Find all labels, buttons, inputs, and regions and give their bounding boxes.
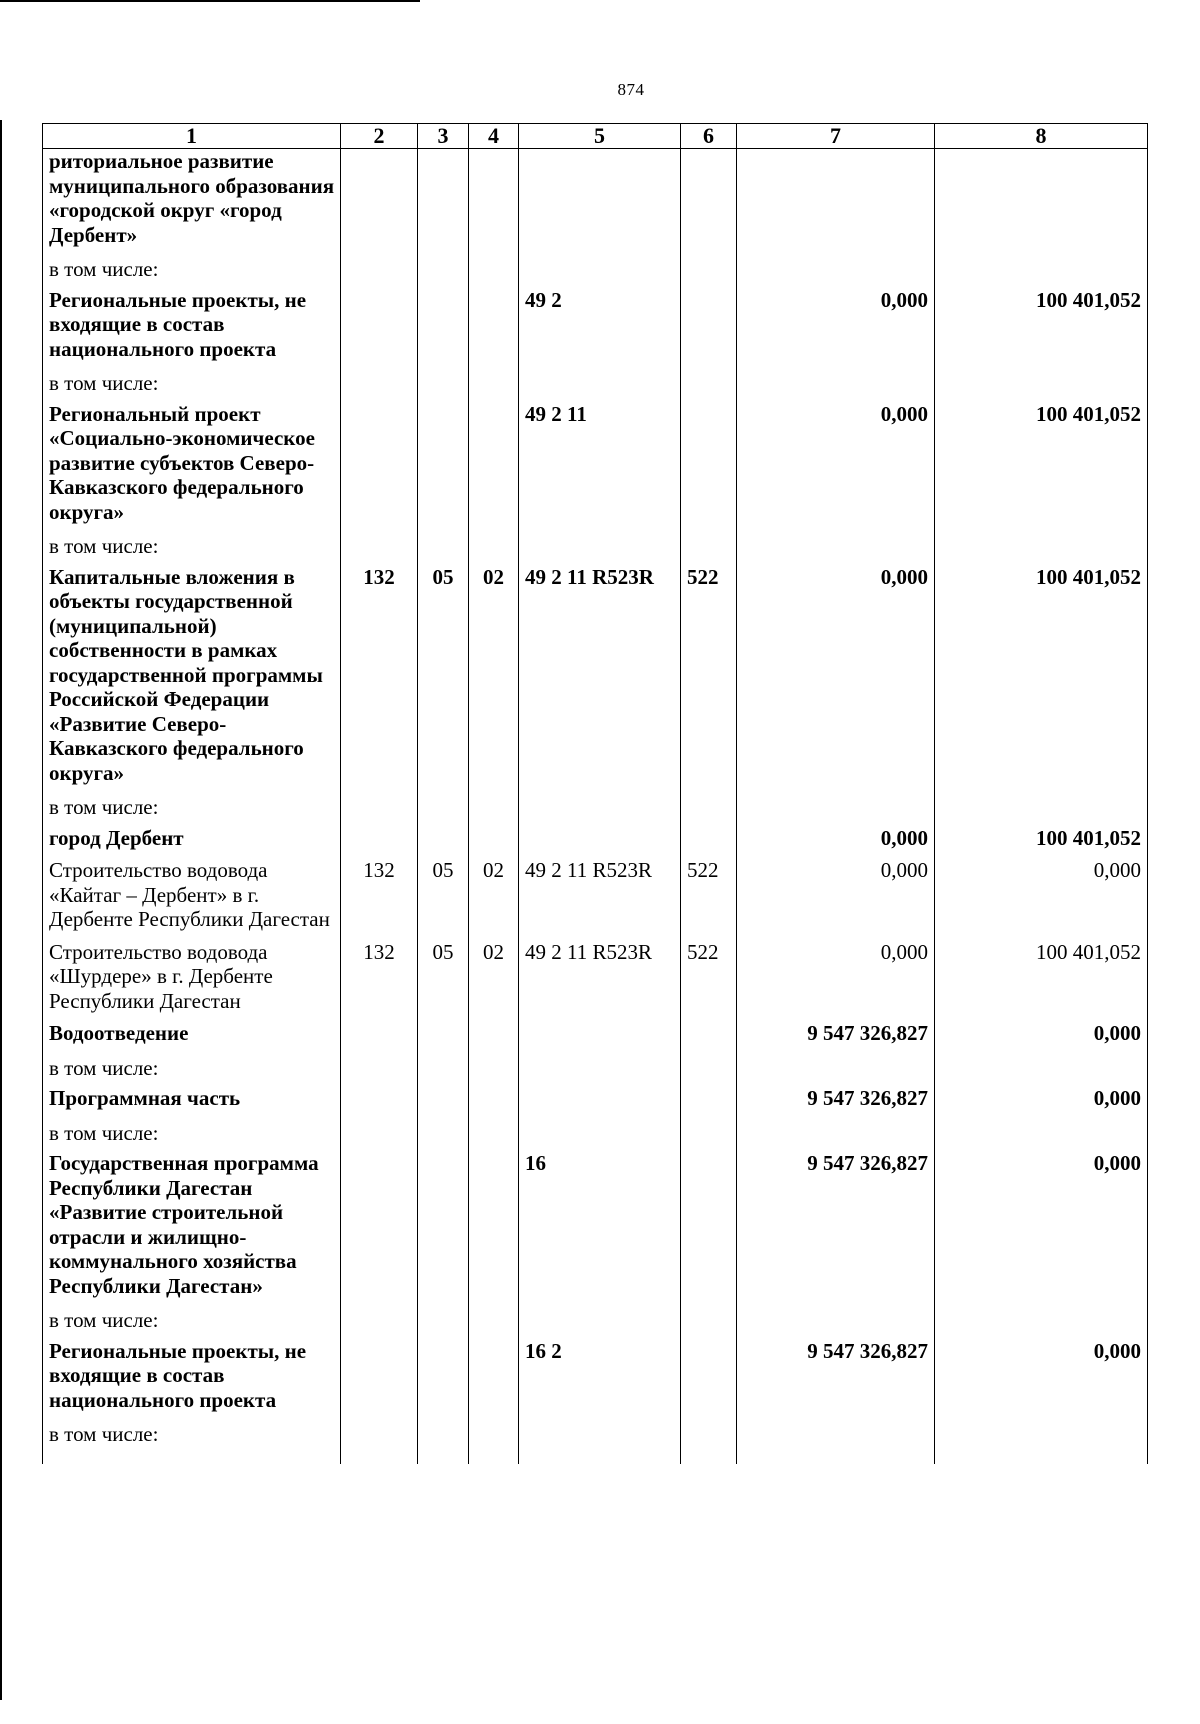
cell-col-3 (418, 1086, 469, 1119)
table-row (43, 369, 1148, 402)
row-name: Капитальные вложения в объекты государственной (муниципальной) собственности в рамках государственной программы Российской Федерации «Развитие Северо-Кавказского федерального округа» (43, 565, 341, 794)
cell-col-3 (418, 149, 469, 256)
cell-col-6 (681, 402, 737, 533)
table-row (43, 565, 1148, 794)
page-left-edge (0, 120, 2, 1700)
header-col-5: 5 (519, 124, 681, 149)
cell-col-4 (469, 826, 519, 859)
cell-col-2 (341, 1086, 418, 1119)
header-row (43, 124, 1148, 149)
cell-col-2: 132 (341, 940, 418, 1022)
cell-col-6: 522 (681, 858, 737, 940)
cell-col-8: 100 401,052 (935, 826, 1148, 859)
cell-col-6 (681, 288, 737, 370)
cell-col-5 (519, 149, 681, 256)
cell-col-7: 9 547 326,827 (737, 1086, 935, 1119)
table-row (43, 149, 1148, 256)
table-row (43, 1339, 1148, 1421)
cell-col-2 (341, 402, 418, 533)
cell-col-5: 16 2 (519, 1339, 681, 1421)
cell-col-8: 100 401,052 (935, 940, 1148, 1022)
cell-col-8: 100 401,052 (935, 402, 1148, 533)
header-col-4: 4 (469, 124, 519, 149)
budget-table (42, 123, 1148, 1464)
cell-col-8: 0,000 (935, 1339, 1148, 1421)
cell-col-4 (469, 1151, 519, 1306)
row-name: город Дербент (43, 826, 341, 859)
row-name: Программная часть (43, 1086, 341, 1119)
row-name: в том числе: (43, 532, 341, 565)
cell-col-6 (681, 149, 737, 256)
header-col-1: 1 (43, 124, 341, 149)
row-name: в том числе: (43, 793, 341, 826)
cell-col-4: 02 (469, 565, 519, 794)
table-row (43, 793, 1148, 826)
cell-col-5: 49 2 11 R523R (519, 565, 681, 794)
row-name: в том числе: (43, 369, 341, 402)
cell-col-7: 0,000 (737, 858, 935, 940)
table-row (43, 1054, 1148, 1087)
cell-col-7: 0,000 (737, 940, 935, 1022)
row-name: в том числе: (43, 1306, 341, 1339)
row-name: риториальное развитие муниципального образования «городской округ «город Дербент» (43, 149, 341, 256)
top-rule (0, 0, 420, 2)
row-name: в том числе: (43, 1420, 341, 1464)
row-name: Региональный проект «Социально-экономическое развитие субъектов Северо-Кавказского федерального округа» (43, 402, 341, 533)
row-name: Государственная программа Республики Дагестан «Развитие строительной отрасли и жилищно-коммунального хозяйства Республики Дагестан» (43, 1151, 341, 1306)
cell-col-2 (341, 1339, 418, 1421)
cell-col-4 (469, 1339, 519, 1421)
cell-col-4 (469, 1021, 519, 1054)
table-row (43, 940, 1148, 1022)
table-row (43, 1306, 1148, 1339)
cell-col-8: 0,000 (935, 858, 1148, 940)
cell-col-5: 49 2 11 (519, 402, 681, 533)
cell-col-7 (737, 149, 935, 256)
cell-col-8: 0,000 (935, 1151, 1148, 1306)
cell-col-5: 49 2 11 R523R (519, 940, 681, 1022)
cell-col-7: 0,000 (737, 826, 935, 859)
cell-col-3 (418, 826, 469, 859)
header-col-7: 7 (737, 124, 935, 149)
table-row (43, 1086, 1148, 1119)
cell-col-6 (681, 1151, 737, 1306)
header-col-6: 6 (681, 124, 737, 149)
cell-col-5 (519, 1021, 681, 1054)
cell-col-2 (341, 1151, 418, 1306)
cell-col-3 (418, 1339, 469, 1421)
table-row (43, 1420, 1148, 1464)
table-row (43, 826, 1148, 859)
cell-col-3: 05 (418, 858, 469, 940)
cell-col-6 (681, 1339, 737, 1421)
cell-col-3 (418, 1021, 469, 1054)
page-number: 874 (617, 80, 645, 99)
table-row (43, 402, 1148, 533)
cell-col-4 (469, 288, 519, 370)
cell-col-6: 522 (681, 940, 737, 1022)
row-name: Строительство водовода «Кайтаг – Дербент» в г. Дербенте Республики Дагестан (43, 858, 341, 940)
cell-col-2: 132 (341, 858, 418, 940)
cell-col-8: 0,000 (935, 1086, 1148, 1119)
cell-col-6: 522 (681, 565, 737, 794)
cell-col-7: 9 547 326,827 (737, 1151, 935, 1306)
cell-col-3 (418, 1151, 469, 1306)
cell-col-8: 100 401,052 (935, 565, 1148, 794)
cell-col-8: 100 401,052 (935, 288, 1148, 370)
cell-col-2: 132 (341, 565, 418, 794)
table-row (43, 288, 1148, 370)
cell-col-4 (469, 1086, 519, 1119)
header-col-3: 3 (418, 124, 469, 149)
cell-col-2 (341, 149, 418, 256)
cell-col-3: 05 (418, 565, 469, 794)
cell-col-4: 02 (469, 858, 519, 940)
cell-col-7: 0,000 (737, 288, 935, 370)
table-row (43, 1021, 1148, 1054)
cell-col-6 (681, 826, 737, 859)
cell-col-5: 49 2 11 R523R (519, 858, 681, 940)
table-row (43, 1151, 1148, 1306)
row-name: Региональные проекты, не входящие в состав национального проекта (43, 1339, 341, 1421)
cell-col-4 (469, 149, 519, 256)
table-row (43, 858, 1148, 940)
cell-col-5 (519, 1086, 681, 1119)
row-name: в том числе: (43, 1054, 341, 1087)
cell-col-2 (341, 288, 418, 370)
row-name: в том числе: (43, 1119, 341, 1152)
cell-col-3 (418, 288, 469, 370)
cell-col-3: 05 (418, 940, 469, 1022)
cell-col-5: 16 (519, 1151, 681, 1306)
cell-col-2 (341, 826, 418, 859)
cell-col-6 (681, 1021, 737, 1054)
table-row (43, 1119, 1148, 1152)
table-row (43, 532, 1148, 565)
cell-col-8: 0,000 (935, 1021, 1148, 1054)
cell-col-7: 0,000 (737, 402, 935, 533)
cell-col-5 (519, 826, 681, 859)
cell-col-4: 02 (469, 940, 519, 1022)
row-name: Строительство водовода «Шурдере» в г. Дербенте Республики Дагестан (43, 940, 341, 1022)
header-col-2: 2 (341, 124, 418, 149)
cell-col-6 (681, 1086, 737, 1119)
row-name: в том числе: (43, 255, 341, 288)
row-name: Региональные проекты, не входящие в состав национального проекта (43, 288, 341, 370)
cell-col-8 (935, 149, 1148, 256)
cell-col-5: 49 2 (519, 288, 681, 370)
cell-col-7: 9 547 326,827 (737, 1339, 935, 1421)
cell-col-7: 9 547 326,827 (737, 1021, 935, 1054)
cell-col-2 (341, 1021, 418, 1054)
header-col-8: 8 (935, 124, 1148, 149)
cell-col-4 (469, 402, 519, 533)
row-name: Водоотведение (43, 1021, 341, 1054)
cell-col-3 (418, 402, 469, 533)
table-row (43, 255, 1148, 288)
cell-col-7: 0,000 (737, 565, 935, 794)
